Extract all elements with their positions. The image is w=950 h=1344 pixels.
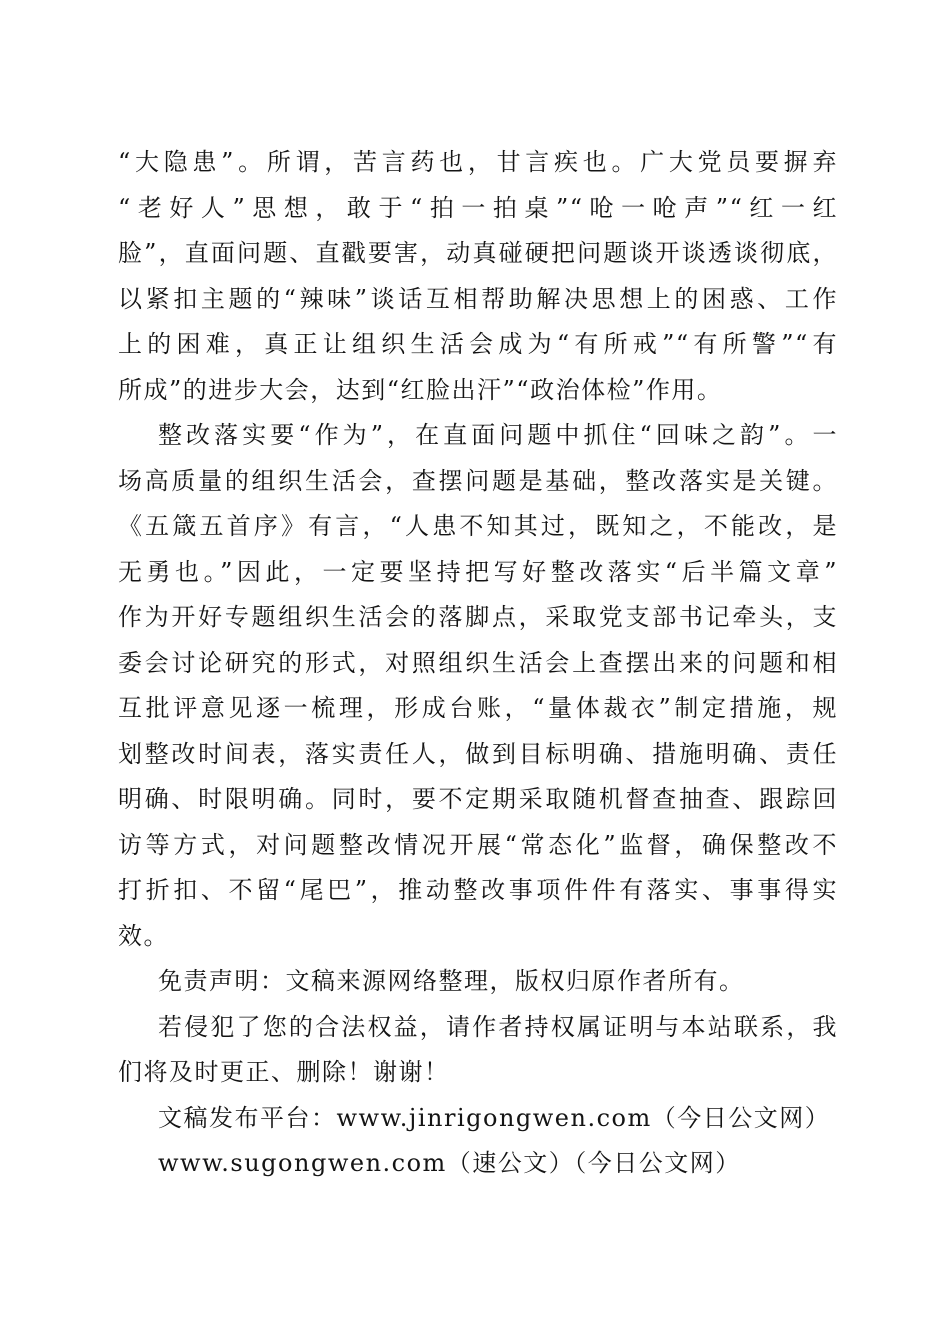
document-body: [118, 140, 838, 1187]
text-line: “大隐患”。所谓，苦言药也，甘言疾也。广大党员要摒弃: [118, 148, 838, 176]
text-line: “老好人”思想，敢于“拍一拍桌”“呛一呛声”“红一红: [118, 193, 838, 222]
infringement-paragraph: [118, 1005, 838, 1096]
platform-text: 文稿发布平台：www.jinrigongwen.com（今日公文网）: [158, 1103, 831, 1132]
platform-paragraph: [118, 1096, 838, 1187]
text-line: 互批评意见逐一梳理，形成台账，“量体裁衣”制定措施，规: [118, 694, 838, 722]
text-line: 委会讨论研究的形式，对照组织生活会上查摆出来的问题和相: [118, 648, 838, 677]
text-line: 整改落实要“作为”，在直面问题中抓住“回味之韵”。一: [158, 421, 838, 449]
text-line: 《五箴五首序》有言，“人患不知其过，既知之，不能改，是: [118, 512, 838, 540]
text-line: 以紧扣主题的“辣味”谈话互相帮助解决思想上的困惑、工作: [118, 284, 838, 313]
platform-text-secondary: www.sugongwen.com（速公文）（今日公文网）: [158, 1149, 741, 1177]
text-line: 若侵犯了您的合法权益，请作者持权属证明与本站联系，我: [158, 1012, 838, 1041]
disclaimer-text: 免责声明：文稿来源网络整理，版权归原作者所有。: [158, 967, 745, 995]
disclaimer-paragraph: [118, 959, 838, 1005]
text-line: 效。: [118, 921, 169, 950]
text-line: 作为开好专题组织生活会的落脚点，采取党支部书记牵头，支: [118, 603, 838, 631]
text-line: 脸”，直面问题、直戳要害，动真碰硬把问题谈开谈透谈彻底，: [118, 239, 838, 267]
text-line: 访等方式，对问题整改情况开展“常态化”监督，确保整改不: [118, 830, 838, 859]
text-line: 划整改时间表，落实责任人，做到目标明确、措施明确、责任: [118, 739, 838, 768]
text-line: 打折扣、不留“尾巴”，推动整改事项件件有落实、事事得实: [118, 876, 838, 904]
text-line: 们将及时更正、删除！谢谢！: [118, 1058, 450, 1086]
text-line: 所成”的进步大会，达到“红脸出汗”“政治体检”作用。: [118, 375, 723, 404]
text-line: 明确、时限明确。同时，要不定期采取随机督查抽查、跟踪回: [118, 785, 838, 813]
paragraph-rectification: [118, 413, 838, 959]
text-line: 上的困难，真正让组织生活会成为“有所戒”“有所警”“有: [118, 330, 838, 358]
text-line: 场高质量的组织生活会，查摆问题是基础，整改落实是关键。: [118, 466, 838, 495]
text-line: 无勇也。”因此，一定要坚持把写好整改落实“后半篇文章”: [118, 557, 838, 586]
paragraph-criticism: [118, 140, 838, 413]
